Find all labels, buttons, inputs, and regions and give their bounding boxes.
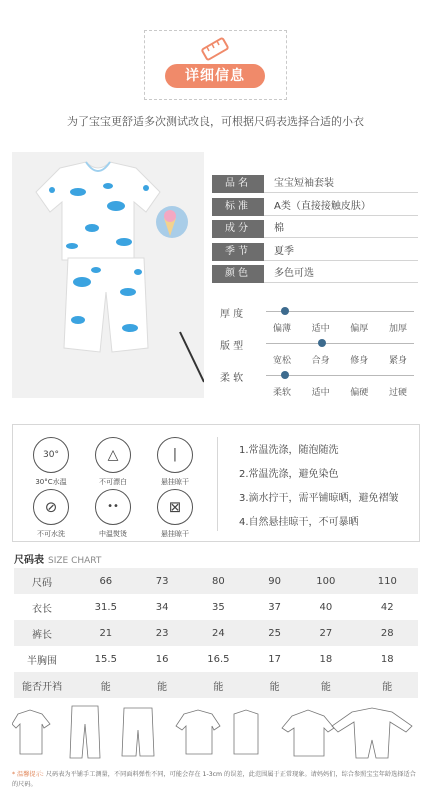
info-key: 标准	[212, 198, 264, 216]
row-label: 半胸围	[27, 655, 57, 667]
scale-label: 柔软	[272, 388, 291, 398]
care-caption: 中温熨烫	[99, 530, 127, 538]
table-cell: 110	[357, 568, 418, 594]
table-cell: 66	[70, 568, 142, 594]
info-row-name	[212, 175, 418, 193]
table-cell: 90	[254, 568, 295, 594]
scale-marker	[318, 339, 326, 347]
product-info-list	[212, 175, 418, 288]
care-tip: 3.滴水拧干，需平铺晾晒，避免褶皱	[239, 493, 399, 504]
care-tip: 1.常温洗涤，随泡随洗	[239, 445, 339, 456]
scale-name: 厚 度	[220, 309, 244, 320]
medium-iron-icon: ••	[95, 489, 131, 525]
scale-label: 偏硬	[350, 388, 369, 398]
row-label: 尺码	[14, 568, 70, 594]
scale-track	[266, 343, 414, 344]
row-label: 能否开裆	[14, 672, 70, 698]
info-value: 夏季	[264, 243, 418, 261]
table-cell: 17	[268, 653, 282, 665]
table-cell: 23	[142, 620, 183, 646]
info-key: 季节	[212, 243, 264, 261]
care-caption: 悬挂晾干	[161, 478, 189, 486]
care-tip: 2.常温洗涤，避免染色	[239, 469, 339, 480]
care-caption: 不可水洗	[37, 530, 65, 538]
row-label: 衣长	[32, 603, 52, 615]
ruler-icon	[197, 37, 233, 65]
table-cell: 42	[380, 601, 394, 613]
table-row	[14, 646, 418, 672]
scale-label: 偏薄	[272, 324, 291, 334]
care-caption: 悬挂晾干	[161, 530, 189, 538]
table-row	[14, 620, 418, 646]
table-cell: 25	[254, 620, 295, 646]
table-cell: 能	[183, 672, 255, 698]
size-chart-title: 尺码表 SIZE CHART	[14, 555, 102, 566]
info-value: A类（直接接触皮肤）	[264, 198, 418, 216]
scale-name: 柔 软	[220, 373, 244, 384]
table-cell: 100	[295, 568, 356, 594]
thickness-scale	[220, 305, 418, 335]
measurement-diagrams	[12, 700, 418, 762]
page-subtitle: 为了宝宝更舒适多次测试改良，可根据尺码表选择合适的小衣	[67, 115, 364, 128]
table-cell: 37	[268, 601, 282, 613]
table-cell: 16	[155, 653, 169, 665]
product-photo	[12, 152, 204, 398]
care-caption: 30°C水温	[35, 478, 67, 486]
scale-label: 适中	[311, 324, 330, 334]
scale-name: 版 型	[220, 341, 244, 352]
table-cell: 能	[254, 672, 295, 698]
scale-marker	[281, 371, 289, 379]
no-bleach-icon: △	[95, 437, 131, 473]
table-row	[14, 672, 418, 698]
scale-label: 加厚	[388, 324, 407, 334]
no-tumble-dry-icon: ⊠	[157, 489, 193, 525]
table-cell: 能	[142, 672, 183, 698]
fit-scale	[220, 337, 418, 367]
table-cell: 21	[70, 620, 142, 646]
wash-30-icon: 30°	[33, 437, 69, 473]
table-cell: 27	[295, 620, 356, 646]
table-cell: 18	[380, 653, 394, 665]
table-cell: 35	[212, 601, 225, 613]
care-tip: 4.自然悬挂晾干，不可暴晒	[239, 517, 359, 528]
softness-scale	[220, 369, 418, 399]
table-cell: 40	[319, 601, 333, 613]
info-row-color	[212, 265, 418, 283]
scale-label: 紧身	[388, 356, 407, 366]
care-instructions-panel	[12, 424, 420, 542]
table-cell: 15.5	[94, 653, 117, 665]
row-label: 裤长	[14, 620, 70, 646]
size-chart-table	[14, 568, 418, 698]
info-key: 颜色	[212, 265, 264, 283]
info-value: 棉	[264, 220, 418, 238]
size-note: * 温馨提示: 尺码表为平铺手工测量，不同面料弹性不同，可能会存在 1-3cm 的误差，此范围属于正常现象。请妈妈们，综合参照宝宝年龄选择适合的尺码。	[12, 771, 416, 788]
page-title: 详细信息	[165, 64, 265, 88]
table-cell: 能	[70, 672, 142, 698]
info-row-standard	[212, 198, 418, 216]
info-key: 成分	[212, 220, 264, 238]
table-cell: 18	[319, 653, 333, 665]
info-key: 品名	[212, 175, 264, 193]
table-cell: 16.5	[207, 653, 230, 665]
table-cell: 能	[357, 672, 418, 698]
scale-label: 宽松	[272, 356, 291, 366]
scale-label: 合身	[311, 356, 330, 366]
table-cell: 73	[142, 568, 183, 594]
info-row-material	[212, 220, 418, 238]
scale-marker	[281, 307, 289, 315]
scale-label: 过硬	[388, 388, 407, 398]
table-cell: 24	[183, 620, 255, 646]
table-cell: 34	[155, 601, 169, 613]
info-value: 多色可选	[264, 265, 418, 283]
care-divider	[217, 437, 218, 531]
info-value: 宝宝短袖套装	[264, 175, 418, 193]
no-soak-icon: ⊘	[33, 489, 69, 525]
scale-label: 修身	[350, 356, 369, 366]
table-cell: 80	[183, 568, 255, 594]
scale-label: 适中	[311, 388, 330, 398]
table-cell: 能	[295, 672, 356, 698]
table-cell: 28	[357, 620, 418, 646]
care-caption: 不可漂白	[99, 478, 127, 486]
table-row	[14, 568, 418, 594]
table-row	[14, 594, 418, 620]
scale-label: 偏厚	[350, 324, 369, 334]
baby-outfit-image	[12, 152, 204, 398]
hang-dry-icon: |	[157, 437, 193, 473]
info-row-season	[212, 243, 418, 261]
size-chart-subtitle: SIZE CHART	[48, 556, 102, 566]
table-cell: 31.5	[94, 601, 117, 613]
